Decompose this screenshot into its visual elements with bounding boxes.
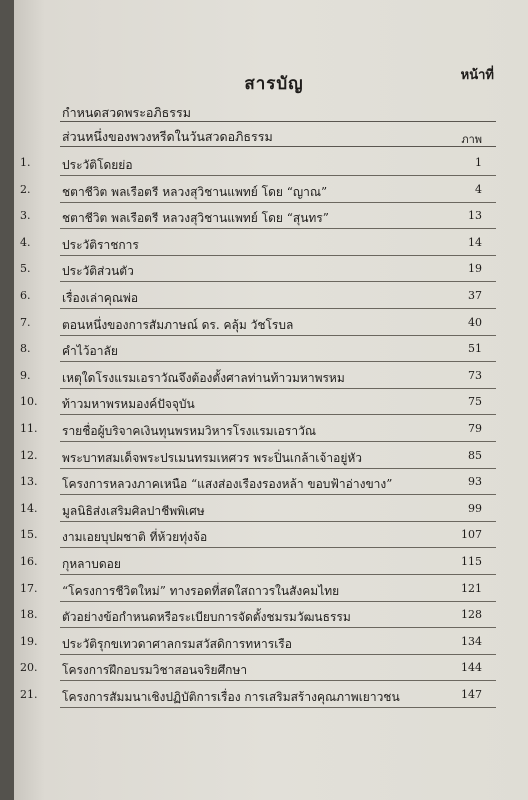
toc-title: ประวัติโดยย่อ xyxy=(62,158,133,172)
toc-title: คำไว้อาลัย xyxy=(62,344,118,359)
toc-title: เรื่องเล่าคุณพ่อ xyxy=(62,291,139,305)
toc-number: 6. xyxy=(20,289,31,302)
toc-page-number: 93 xyxy=(468,475,482,489)
toc-row xyxy=(14,528,528,550)
toc-title: “โครงการชีวิตใหม่” ทางรอดที่สดใสถาวรในสังคมไทย xyxy=(62,583,340,598)
toc-row xyxy=(14,316,528,338)
toc-page-number: 40 xyxy=(468,315,482,329)
toc-title: พระบาทสมเด็จพระปรเมนทรมเหศวร พระปิ่นเกล้าเจ้าอยู่หัว xyxy=(62,450,363,465)
toc-number: 18. xyxy=(20,608,38,622)
toc-number: 17. xyxy=(20,581,38,595)
toc-divider xyxy=(60,468,496,469)
toc-divider xyxy=(60,601,496,602)
toc-divider xyxy=(60,707,496,708)
toc-row xyxy=(14,209,528,231)
toc-page-number: 51 xyxy=(468,342,482,356)
toc-title: ตอนหนึ่งของการสัมภาษณ์ ดร. คลุ้ม วัชโรบล xyxy=(62,317,294,332)
toc-divider xyxy=(60,441,496,442)
toc-row xyxy=(14,475,528,497)
toc-divider xyxy=(60,388,496,389)
toc-row xyxy=(14,555,528,577)
toc-row xyxy=(14,635,528,657)
toc-page-number: 4 xyxy=(475,182,482,196)
toc-title: ชตาชีวิต พลเรือตรี หลวงสุวิชานแพทย์ โดย “สุนทร” xyxy=(62,211,329,226)
page-column-heading: หน้าที่ xyxy=(460,68,494,83)
toc-divider xyxy=(60,281,496,282)
toc-number: 10. xyxy=(20,395,38,409)
toc-title: โครงการสัมมนาเชิงปฏิบัติการเรื่อง การเสริมสร้างคุณภาพเยาวชน xyxy=(62,690,400,704)
toc-row xyxy=(14,688,528,710)
toc-page-number: 121 xyxy=(461,581,482,595)
toc-row xyxy=(14,502,528,524)
toc-number: 19. xyxy=(20,634,38,648)
toc-page-number: 14 xyxy=(468,235,482,249)
toc-row xyxy=(14,156,528,178)
toc-page-number: 13 xyxy=(468,209,482,223)
toc-row xyxy=(14,608,528,630)
page-title: สารบัญ xyxy=(244,74,304,94)
toc-row xyxy=(14,449,528,471)
toc-number: 2. xyxy=(20,182,31,196)
toc-number: 12. xyxy=(20,448,38,462)
toc-divider xyxy=(60,654,496,655)
toc-number: 14. xyxy=(20,501,38,515)
toc-row xyxy=(14,183,528,205)
toc-number: 4. xyxy=(20,235,31,249)
toc-number: 1. xyxy=(20,156,31,169)
toc-divider xyxy=(60,414,496,415)
toc-divider xyxy=(60,361,496,362)
toc-page-number: 73 xyxy=(468,368,482,382)
toc-page-number: 79 xyxy=(468,422,482,435)
toc-divider xyxy=(60,335,496,336)
toc-number: 7. xyxy=(20,315,31,329)
toc-divider xyxy=(60,521,496,522)
intro-label: กำหนดสวดพระอภิธรรม xyxy=(62,105,191,120)
toc-page-number: 147 xyxy=(461,688,482,701)
toc-number: 15. xyxy=(20,528,38,542)
toc-divider xyxy=(60,574,496,575)
toc-page-number: 134 xyxy=(461,634,482,648)
toc-row xyxy=(14,582,528,604)
toc-page-number: 144 xyxy=(461,661,482,675)
toc-divider xyxy=(60,175,496,176)
toc-page-number: 75 xyxy=(468,395,482,409)
toc-number: 11. xyxy=(20,422,38,435)
toc-number: 20. xyxy=(20,661,38,675)
toc-title: ตัวอย่างข้อกำหนดหรือระเบียบการจัดตั้งชมรมวัฒนธรรม xyxy=(62,610,351,625)
toc-row xyxy=(14,262,528,284)
toc-row xyxy=(14,236,528,258)
intro-label: ส่วนหนึ่งของพวงหรีดในวันสวดอภิธรรม xyxy=(62,129,273,144)
toc-divider xyxy=(60,255,496,256)
toc-title: ประวัติรุกขเทวดาศาลกรมสวัสดิการทหารเรือ xyxy=(62,636,292,651)
toc-number: 3. xyxy=(20,209,31,223)
toc-number: 9. xyxy=(20,368,31,382)
toc-page-number: 85 xyxy=(468,448,482,462)
toc-title: ชตาชีวิต พลเรือตรี หลวงสุวิชานแพทย์ โดย “ญาณ” xyxy=(62,184,328,199)
toc-title: ท้าวมหาพรหมองค์ปัจจุบัน xyxy=(62,397,195,412)
toc-row xyxy=(14,369,528,391)
toc-divider xyxy=(60,228,496,229)
toc-title: โครงการฝึกอบรมวิชาสอนจริยศึกษา xyxy=(62,663,248,678)
toc-title: ประวัติส่วนตัว xyxy=(62,264,134,279)
toc-title: งามเอยบุปผชาติ ที่ห้วยทุ่งจ้อ xyxy=(62,530,208,545)
intro-divider xyxy=(60,146,496,147)
toc-row xyxy=(14,342,528,364)
toc-page-number: 107 xyxy=(461,528,482,542)
toc-row xyxy=(14,422,528,444)
toc-page-number: 37 xyxy=(468,289,482,302)
toc-page-number: 19 xyxy=(468,262,482,276)
toc-divider xyxy=(60,680,496,681)
toc-page-number: 128 xyxy=(461,608,482,622)
toc-number: 8. xyxy=(20,342,31,356)
toc-title: กุหลาบดอย xyxy=(62,557,121,571)
intro-divider xyxy=(60,121,496,122)
toc-title: ประวัติราชการ xyxy=(62,237,139,252)
toc-divider xyxy=(60,547,496,548)
toc-number: 5. xyxy=(20,262,31,276)
toc-number: 16. xyxy=(20,555,38,568)
toc-divider xyxy=(60,308,496,309)
toc-divider xyxy=(60,202,496,203)
toc-page-number: 99 xyxy=(468,501,482,515)
book-page xyxy=(14,0,528,800)
toc-page-number: 115 xyxy=(461,555,482,568)
intro-page: ภาพ xyxy=(461,133,482,146)
toc-page-number: 1 xyxy=(475,156,482,169)
toc-row xyxy=(14,395,528,417)
toc-number: 13. xyxy=(20,475,38,489)
toc-row xyxy=(14,289,528,311)
toc-title: เหตุใดโรงแรมเอราวัณจึงต้องตั้งศาลท่านท้าวมหาพรหม xyxy=(62,370,345,385)
toc-row xyxy=(14,661,528,683)
toc-title: มูลนิธิส่งเสริมศิลปาชีพพิเศษ xyxy=(62,503,205,518)
toc-number: 21. xyxy=(20,688,38,701)
toc-divider xyxy=(60,627,496,628)
toc-divider xyxy=(60,494,496,495)
toc-title: โครงการหลวงภาคเหนือ “แสงส่องเรืองรองหล้า ขอบฟ้าอ่างขาง” xyxy=(62,477,393,492)
toc-title: รายชื่อผู้บริจาคเงินทุนพรหมวิหารโรงแรมเอราวัณ xyxy=(62,424,316,438)
